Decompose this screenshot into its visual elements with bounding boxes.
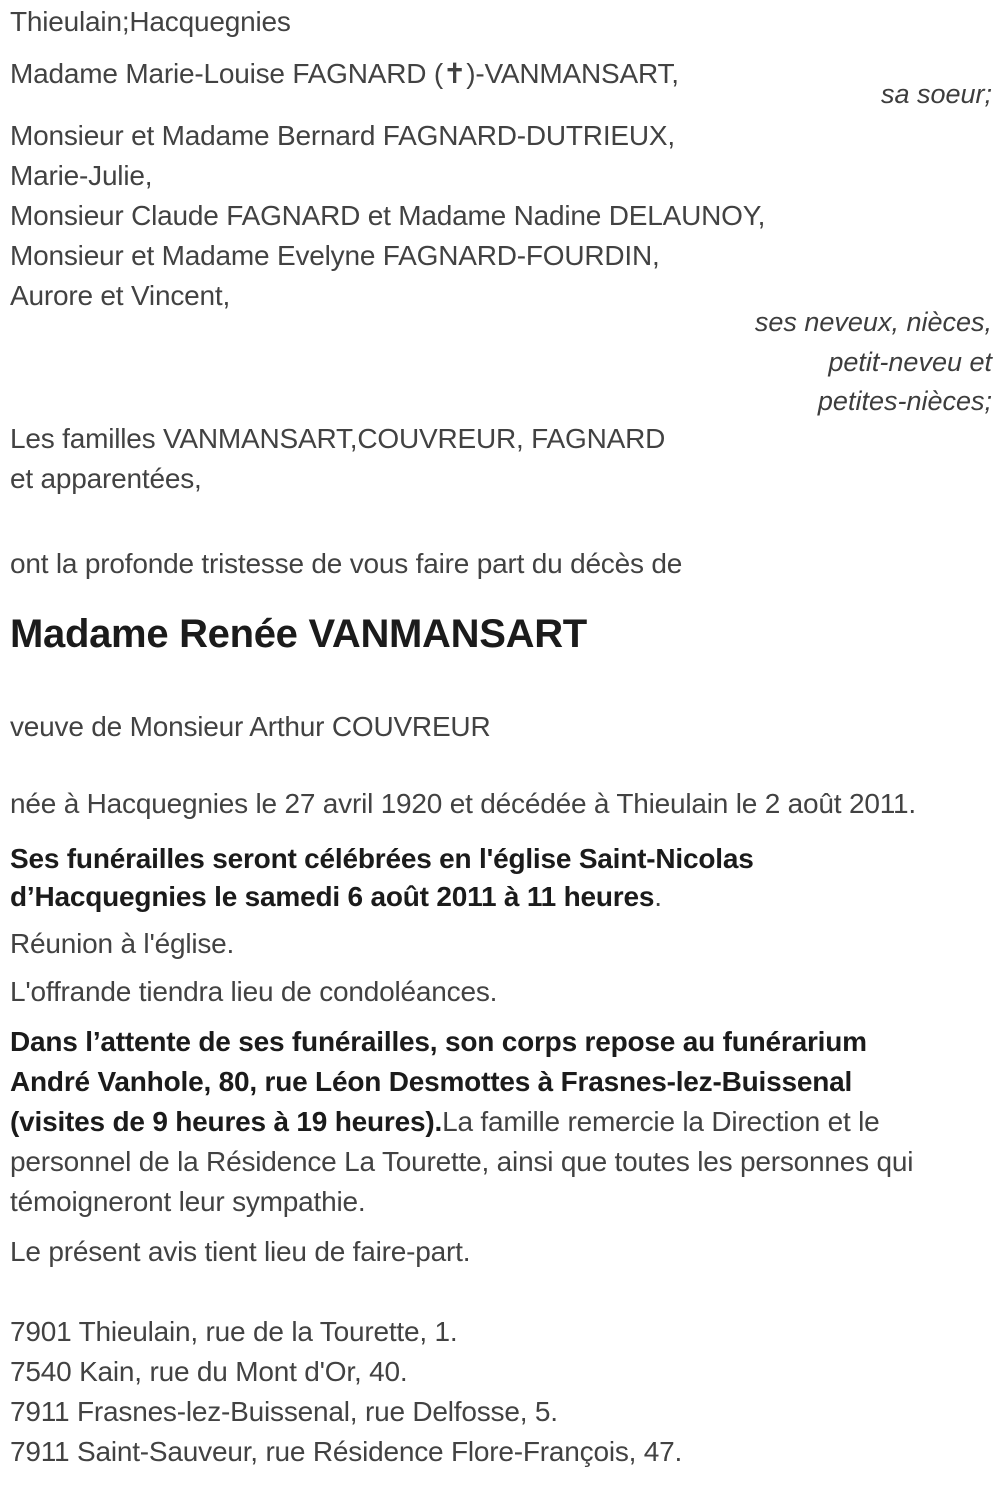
nephew-line: Monsieur et Madame Evelyne FAGNARD-FOURDIN, [10,240,660,271]
repose-visits-bold-text: (visites de 9 heures à 19 heures). [10,1106,443,1137]
sentence-period: . [654,881,662,912]
nephew-line: Aurore et Vincent, [10,280,231,311]
offering-line: L'offrande tiendra lieu de condoléances. [10,976,498,1007]
birth-death-line: née à Hacquegnies le 27 avril 1920 et décédée à Thieulain le 2 août 2011. [10,788,916,819]
sister-relation-label: sa soeur; [880,79,992,109]
funeral-service-line [10,877,662,917]
families-line: Les familles VANMANSART,COUVREUR, FAGNARD [10,423,666,454]
deceased-name-heading: Madame Renée VANMANSART [10,612,587,656]
nephew-line: Marie-Julie, [10,160,153,191]
widow-line: veuve de Monsieur Arthur COUVREUR [10,711,491,742]
funeral-service-line: Ses funérailles seront célébrées en l'église Saint-Nicolas [10,843,754,874]
nephews-relation-line: petites-nièces; [817,386,992,416]
thanks-text-start: La famille remercie la Direction et le [442,1106,880,1137]
address-line: 7540 Kain, rue du Mont d'Or, 40. [10,1356,408,1387]
nephew-line: Monsieur Claude FAGNARD et Madame Nadine DELAUNOY, [10,200,766,231]
sister-name-line: Madame Marie-Louise FAGNARD (✝)-VANMANSART, [10,58,679,89]
address-line: 7911 Saint-Sauveur, rue Résidence Flore-François, 47. [10,1436,683,1467]
locations-line: Thieulain;Hacquegnies [10,6,291,37]
nephews-relation-line: ses neveux, nièces, [754,307,992,337]
families-line: et apparentées, [10,463,202,494]
repose-line: André Vanhole, 80, rue Léon Desmottes à Frasnes-lez-Buissenal [10,1066,853,1097]
announcement-intro-line: ont la profonde tristesse de vous faire part du décès de [10,548,683,579]
meeting-line: Réunion à l'église. [10,928,235,959]
address-line: 7901 Thieulain, rue de la Tourette, 1. [10,1316,458,1347]
thanks-line: personnel de la Résidence La Tourette, ainsi que toutes les personnes qui [10,1146,914,1177]
nephew-line: Monsieur et Madame Bernard FAGNARD-DUTRIEUX, [10,120,675,151]
address-line: 7911 Frasnes-lez-Buissenal, rue Delfosse, 5. [10,1396,558,1427]
thanks-line: témoigneront leur sympathie. [10,1186,366,1217]
nephews-relation-line: petit-neveu et [828,347,992,377]
notice-line: Le présent avis tient lieu de faire-part. [10,1236,471,1267]
funeral-service-bold-text: d’Hacquegnies le samedi 6 août 2011 à 11 heures [10,881,655,912]
repose-thanks-line [10,1102,880,1142]
repose-line: Dans l’attente de ses funérailles, son corps repose au funérarium [10,1026,867,1057]
